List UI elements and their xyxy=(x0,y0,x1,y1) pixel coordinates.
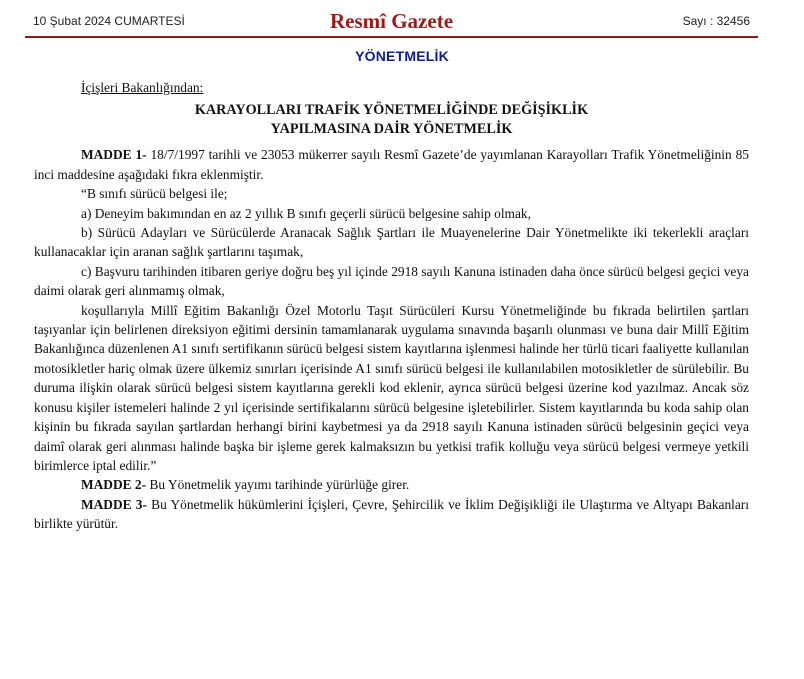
article-3-text: Bu Yönetmelik hükümlerini İçişleri, Çevre, Şehircilik ve İklim Değişikliği ile Ulaştırma ve Altyapı Bakanları birlikte yürütür. xyxy=(34,496,749,532)
quote-intro: “B sınıfı sürücü belgesi ile; xyxy=(81,186,228,202)
document-body xyxy=(34,78,749,534)
article-1-label: MADDE 1- xyxy=(81,147,147,163)
clause-b: b) Sürücü Adayları ve Sürücülerde Aranacak Sağlık Şartları ile Muayenelerine Dair Yönetmelikte iki tekerlekli araçları kullanacaklar için aranan sağlık şartlarını taşımak, xyxy=(34,225,749,260)
gazette-title: Resmî Gazete xyxy=(329,9,454,33)
gazette-header xyxy=(25,8,758,38)
clause-conditions: koşullarıyla Millî Eğitim Bakanlığı Özel Motorlu Taşıt Sürücüleri Kursu Yönetmeliğinde bu fıkrada belirtilen şartları taşıyanlar için belirlenen direksiyon eğitimi dersinin tamamlanarak uygulama sınavında başarılı olunması ve buna dair Millî Eğitim Bakanlığınca düzenlenen A1 sınıfı sertifikanın sürücü belgesi sistem kayıtlarına işlenmesi halinde her türlü ticari faaliyette kullanılan motosikletler hariç olmak üzere ülkemiz sınırları içerisinde A1 sınıfı sürücü belgesi ile kullanılabilen motosikletler de sürülebilir. Bu duruma ilişkin olarak sürücü belgesi sistem kayıtlarına gerekli kod eklenir, ayrıca sürücü belgesi üzerine kod yazılmaz. Ancak söz konusu kişiler istemeleri halinde 2 yıl içerisinde sertifikalarını sürücü belgesine işletebilirler. Sistem kayıtlarında bu koda sahip olan kişinin bu fıkrada sayılan şartlardan herhangi birini kaybetmesi ya da 2918 sayılı Kanuna istinaden sürücü belgesinin geçici veya daimî olarak geri alınması halinde başka bir işleme gerek kalmaksızın bu yetkisi trafik kolluğu veya sürücü belgesi vermeye yetkili birimlerce iptal edilir.” xyxy=(34,302,749,473)
clause-c: c) Başvuru tarihinden itibaren geriye doğru beş yıl içinde 2918 sayılı Kanuna istinaden daha önce sürücü belgesi geçici veya daimi olarak geri alınmamış olmak, xyxy=(34,263,749,299)
article-2-label: MADDE 2- xyxy=(81,477,147,493)
section-title: YÖNETMELİK xyxy=(355,48,449,64)
article-3-label: MADDE 3- xyxy=(81,496,147,512)
clause-a: a) Deneyim bakımından en az 2 yıllık B sınıfı geçerli sürücü belgesine sahip olmak, xyxy=(81,205,531,221)
issue-date: 10 Şubat 2024 CUMARTESİ xyxy=(33,14,185,28)
regulation-title-line-1: KARAYOLLARI TRAFİK YÖNETMELİĞİNDE DEĞİŞİKLİK xyxy=(194,102,589,119)
issue-number: Sayı : 32456 xyxy=(682,14,750,28)
article-1 xyxy=(34,145,749,184)
article-3 xyxy=(34,495,749,534)
ministry-label: İçişleri Bakanlığından: xyxy=(81,80,204,95)
regulation-title-line-2: YAPILMASINA DAİR YÖNETMELİK xyxy=(270,121,513,138)
regulation-title xyxy=(34,101,749,139)
article-1-text: 18/7/1997 tarihli ve 23053 mükerrer sayılı Resmî Gazete’de yayımlanan Karayolları Trafik Yönetmeliğinin 85 inci maddesine aşağıdaki fıkra eklenmiştir. xyxy=(34,147,749,182)
article-2-text: Bu Yönetmelik yayımı tarihinde yürürlüğe girer. xyxy=(146,477,410,493)
article-2 xyxy=(34,475,749,494)
